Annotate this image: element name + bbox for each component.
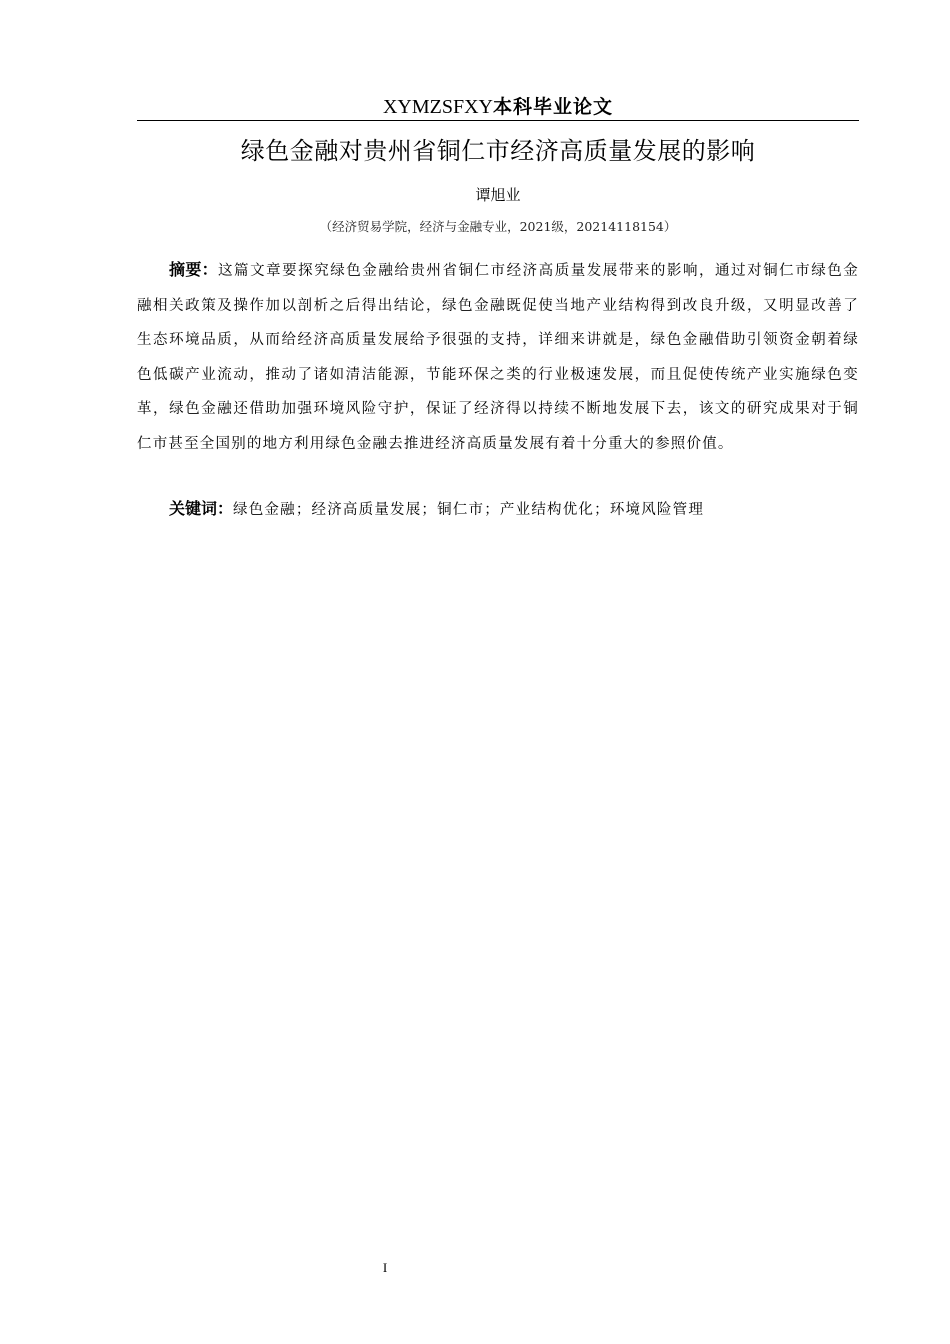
- paper-title: 绿色金融对贵州省铜仁市经济高质量发展的影响: [240, 137, 756, 165]
- header-school-code: XYMZSFXY: [382, 96, 493, 118]
- keywords-paragraph: [137, 494, 859, 525]
- page-number: I: [382, 1260, 388, 1275]
- author-name: 谭旭业: [475, 186, 521, 204]
- abstract-paragraph: [137, 253, 859, 461]
- header-document-type: 本科毕业论文: [493, 96, 614, 118]
- keywords-label: 关键词：: [169, 499, 234, 518]
- author-affiliation: （经济贸易学院，经济与金融专业，2021级，20214118154）: [319, 219, 677, 234]
- keywords-text: 绿色金融；经济高质量发展；铜仁市；产业结构优化；环境风险管理: [233, 502, 705, 518]
- running-header: [137, 94, 859, 121]
- abstract-label: 摘要：: [169, 260, 218, 279]
- abstract-text: 这篇文章要探究绿色金融给贵州省铜仁市经济高质量发展带来的影响，通过对铜仁市绿色金融相关政策及操作加以剖析之后得出结论，绿色金融既促使当地产业结构得到改良升级，又明显改善了生态环境品质，从而给经济高质量发展给予很强的支持，详细来讲就是，绿色金融借助引领资金朝着绿色低碳产业流动，推动了诸如清洁能源，节能环保之类的行业极速发展，而且促使传统产业实施绿色变革，绿色金融还借助加强环境风险守护，保证了经济得以持续不断地发展下去，该文的研究成果对于铜仁市甚至全国别的地方利用绿色金融去推进经济高质量发展有着十分重大的参照价值。: [137, 263, 859, 452]
